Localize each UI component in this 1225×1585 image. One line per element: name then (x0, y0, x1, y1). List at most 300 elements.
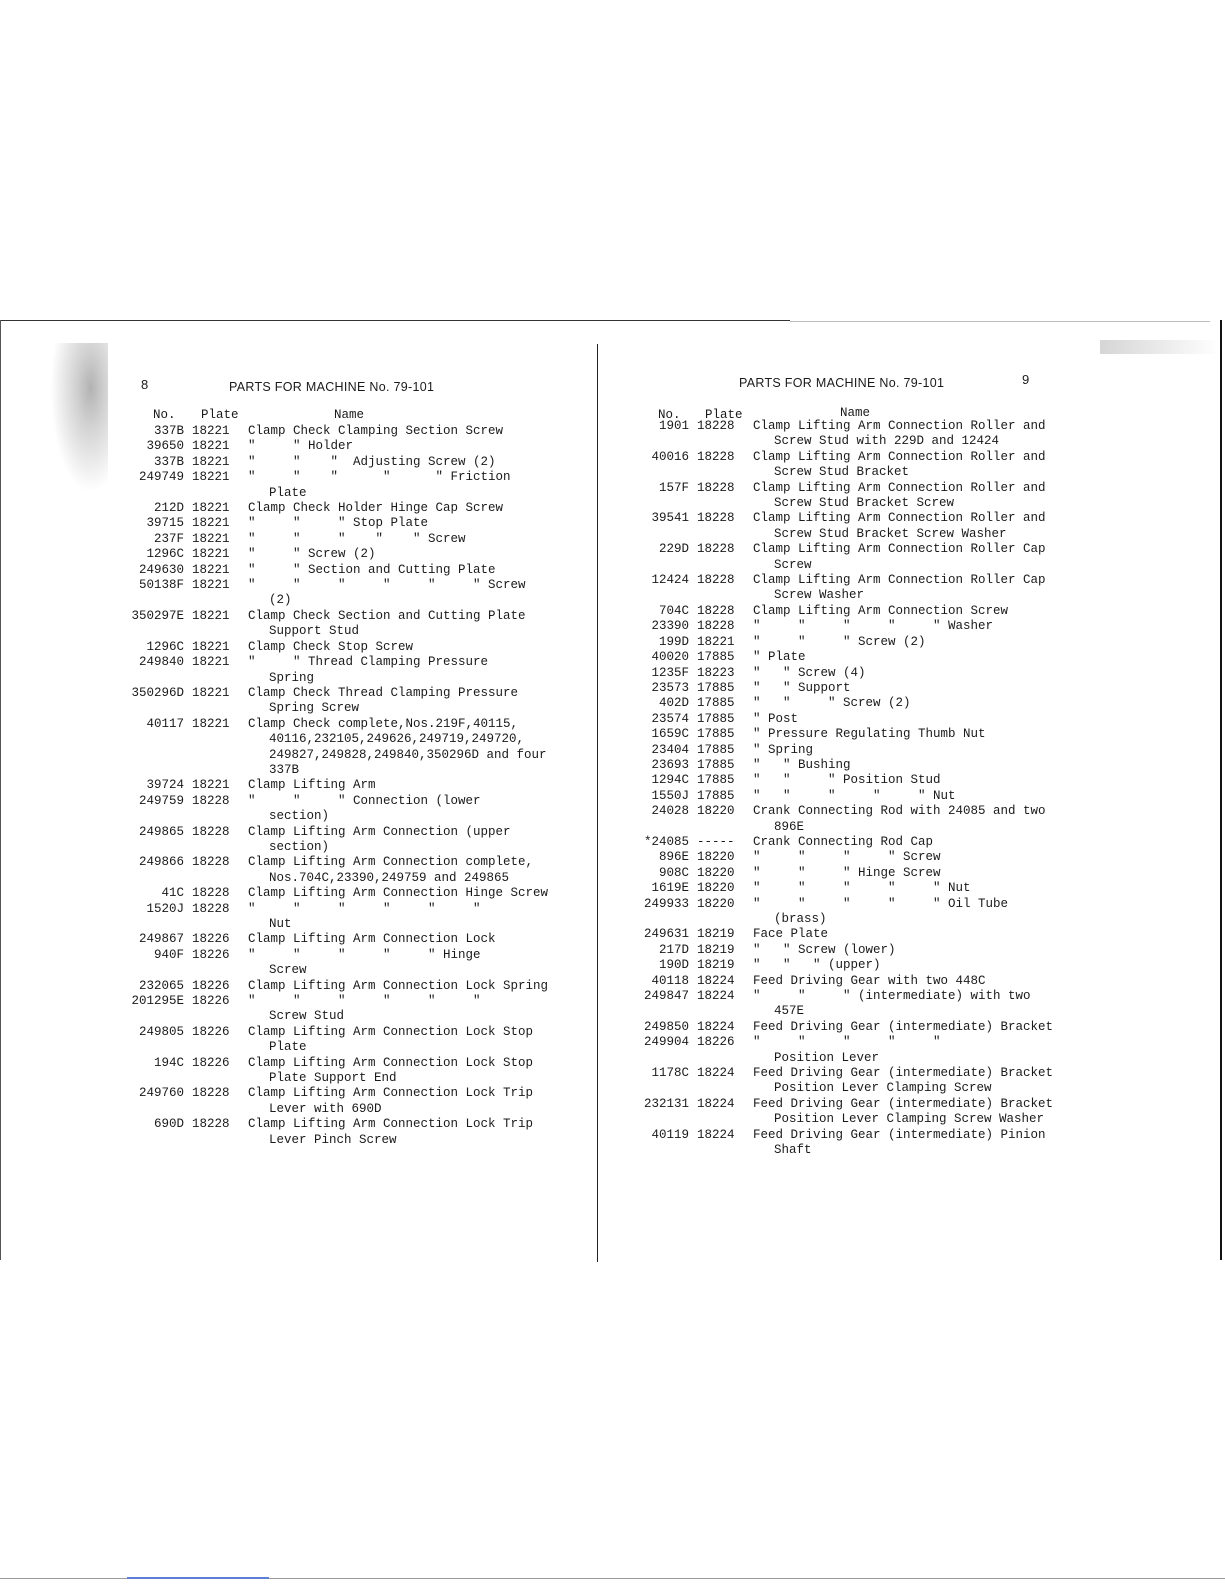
part-name (753, 511, 1046, 542)
part-row (633, 635, 1053, 650)
part-name (753, 881, 971, 896)
part-row (633, 481, 1053, 512)
right-page-title: PARTS FOR MACHINE No. 79-101 (739, 376, 945, 390)
part-name-line: Clamp Check Section and Cutting Plate (248, 608, 526, 623)
part-number: 1296C (146, 547, 184, 562)
part-name (248, 578, 526, 609)
part-name-continuation: Screw Stud Bracket Screw (774, 496, 955, 511)
plate-number: 18219 (697, 942, 735, 957)
part-name (753, 635, 926, 650)
part-name (248, 640, 413, 655)
part-name (753, 573, 1046, 604)
part-row (128, 547, 548, 562)
part-row (633, 927, 1053, 942)
part-name-line: " " Section and Cutting Plate (248, 562, 496, 577)
part-row (128, 470, 548, 501)
part-name-line: Face Plate (753, 927, 829, 942)
part-name-line: " " " Adjusting Screw (2) (248, 454, 496, 469)
part-name-line: Clamp Lifting Arm Connection Roller and (753, 449, 1046, 464)
part-name-line: " " " " " Friction (248, 470, 511, 485)
part-name-line: " " " " " (753, 1035, 941, 1050)
part-name-line: Clamp Check complete,Nos.219F,40115, (248, 716, 519, 731)
plate-number: 18221 (192, 716, 230, 731)
scan-smudge (50, 343, 108, 493)
part-row (128, 825, 548, 856)
part-name-line: Clamp Check Thread Clamping Pressure (248, 685, 519, 700)
plate-number: 17885 (697, 788, 735, 803)
part-name (753, 789, 956, 804)
part-name-line: Clamp Check Holder Hinge Cap Screw (248, 501, 504, 516)
part-name-continuation: Position Lever Clamping Screw (774, 1081, 992, 1096)
left-page-title: PARTS FOR MACHINE No. 79-101 (229, 380, 435, 394)
part-row (633, 1020, 1053, 1035)
part-name-line: Feed Driving Gear (intermediate) Bracket (753, 1066, 1054, 1081)
scan-smudge-right (1100, 340, 1220, 354)
part-name (753, 943, 896, 958)
part-name-line: Clamp Lifting Arm Connection Screw (753, 603, 1009, 618)
part-name-line: Clamp Check Stop Screw (248, 639, 414, 654)
part-name (753, 958, 881, 973)
part-name (248, 563, 496, 578)
plate-number: 18224 (697, 989, 735, 1004)
part-number: 940F (153, 947, 184, 962)
part-number: 199D (658, 634, 689, 649)
part-name-line: " " " " " Screw (248, 531, 466, 546)
part-name-continuation: Screw Stud Bracket Screw Washer (774, 526, 1007, 541)
part-name (248, 994, 481, 1025)
part-name-continuation: Screw Stud Bracket (774, 465, 910, 480)
part-name-line: Clamp Lifting Arm Connection Lock Stop (248, 1024, 534, 1039)
plate-number: 18228 (697, 419, 735, 433)
part-name-continuation: Screw (269, 963, 307, 978)
part-name (753, 727, 986, 742)
part-name (753, 619, 993, 634)
part-row (128, 948, 548, 979)
page-edge-right (1220, 320, 1222, 1260)
part-row (633, 419, 1053, 450)
part-name-continuation: Position Lever Clamping Screw Washer (774, 1112, 1045, 1127)
part-name-continuation: Screw Stud (269, 1009, 345, 1024)
part-number: *24085 (643, 834, 689, 849)
plate-number: 18224 (697, 973, 735, 988)
plate-number: 18226 (192, 994, 230, 1009)
part-number: 194C (153, 1055, 184, 1070)
part-row (633, 743, 1053, 758)
part-name-line: Clamp Lifting Arm Connection Roller Cap (753, 542, 1046, 557)
scan-edge-top (0, 320, 790, 321)
part-name-line: Feed Driving Gear (intermediate) Pinion (753, 1127, 1046, 1142)
part-name (248, 686, 518, 717)
part-name (248, 609, 526, 640)
part-name-line: " " " (upper) (753, 958, 881, 973)
part-number: 23390 (651, 619, 689, 634)
plate-number: 18228 (697, 511, 735, 526)
part-number: 249749 (138, 470, 184, 485)
plate-number: 18223 (697, 665, 735, 680)
part-number: 249760 (138, 1086, 184, 1101)
left-header-no: No. (153, 408, 176, 422)
right-header-plate: Plate (705, 408, 743, 422)
part-name-line: Clamp Lifting Arm Connection complete, (248, 855, 534, 870)
part-number: 402D (658, 696, 689, 711)
part-number: 50138F (138, 578, 184, 593)
part-name (753, 712, 798, 727)
part-name (248, 794, 481, 825)
part-number: 249866 (138, 855, 184, 870)
part-row (128, 979, 548, 994)
part-name (248, 455, 496, 470)
part-name (248, 902, 481, 933)
part-row (128, 778, 548, 793)
part-name-line: " " " " " " (248, 901, 481, 916)
part-row (633, 681, 1053, 696)
part-number: 232065 (138, 978, 184, 993)
part-name (248, 717, 547, 779)
part-number: 40016 (651, 449, 689, 464)
part-name-line: Clamp Lifting Arm (248, 778, 376, 793)
part-number: 40119 (651, 1127, 689, 1142)
plate-number: 18228 (697, 573, 735, 588)
part-number: 1659C (651, 727, 689, 742)
part-row (128, 609, 548, 640)
part-name (753, 866, 941, 881)
part-name (248, 1086, 533, 1117)
part-name (753, 696, 911, 711)
part-row (633, 804, 1053, 835)
part-name-line: " " " " " " (248, 994, 481, 1009)
plate-number: 18220 (697, 896, 735, 911)
part-name-continuation: Position Lever (774, 1050, 880, 1065)
part-row (128, 686, 548, 717)
part-row (633, 727, 1053, 742)
part-row (633, 666, 1053, 681)
part-name-continuation: (2) (269, 593, 292, 608)
part-row (128, 1056, 548, 1087)
part-name (248, 501, 503, 516)
right-header-name: Name (840, 406, 871, 420)
plate-number: 18221 (192, 531, 230, 546)
part-name (753, 1020, 1053, 1035)
plate-number: 18226 (192, 1055, 230, 1070)
part-name (248, 1117, 533, 1148)
part-name-line: " Post (753, 711, 799, 726)
part-number: 201295E (131, 994, 184, 1009)
plate-number: 18221 (192, 562, 230, 577)
plate-number: 17885 (697, 680, 735, 695)
part-number: 350296D (131, 685, 184, 700)
part-name-line: Clamp Lifting Arm Connection (upper (248, 824, 511, 839)
part-name (248, 855, 533, 886)
left-header-name: Name (334, 408, 365, 422)
part-name-continuation: Screw Stud with 229D and 12424 (774, 434, 1000, 449)
part-name-line: " Spring (753, 742, 814, 757)
part-name-continuation: 40116,232105,249626,249719,249720, (269, 732, 525, 747)
plate-number: 18221 (192, 516, 230, 531)
plate-number: 18226 (192, 947, 230, 962)
part-name (248, 516, 428, 531)
plate-number: 18221 (697, 634, 735, 649)
part-name (248, 825, 511, 856)
scan-edge-top-faint (790, 321, 1210, 322)
part-name (753, 681, 851, 696)
part-row (128, 640, 548, 655)
plate-number: 18220 (697, 850, 735, 865)
plate-number: 18228 (697, 619, 735, 634)
part-number: 39541 (651, 511, 689, 526)
part-name (248, 655, 488, 686)
part-row (633, 604, 1053, 619)
part-number: 1550J (651, 788, 689, 803)
part-number: 229D (658, 542, 689, 557)
part-number: 249759 (138, 793, 184, 808)
plate-number: 17885 (697, 696, 735, 711)
plate-number: 18221 (192, 439, 230, 454)
part-row (128, 994, 548, 1025)
part-name-continuation: 249827,249828,249840,350296D and four (269, 747, 547, 762)
part-name-line: " " " " Screw (753, 850, 941, 865)
part-name (248, 948, 481, 979)
plate-number: 18228 (192, 793, 230, 808)
part-name-line: Feed Driving Gear (intermediate) Bracket (753, 1096, 1054, 1111)
plate-number: 18226 (697, 1035, 735, 1050)
part-number: 249630 (138, 562, 184, 577)
part-number: 12424 (651, 573, 689, 588)
part-number: 40118 (651, 973, 689, 988)
part-name-line: " " Holder (248, 439, 354, 454)
part-row (633, 712, 1053, 727)
part-number: 896E (658, 850, 689, 865)
part-row (633, 1066, 1053, 1097)
part-name-continuation: Plate Support End (269, 1071, 397, 1086)
part-name-line: " " " " " Nut (753, 881, 971, 896)
part-name-line: " " " " " " Screw (248, 578, 526, 593)
part-name-line: Clamp Lifting Arm Connection Lock Trip (248, 1117, 534, 1132)
left-page-number: 8 (141, 377, 149, 392)
part-number: 232131 (643, 1096, 689, 1111)
plate-number: 18226 (192, 978, 230, 993)
part-number: 249631 (643, 927, 689, 942)
part-name-line: Clamp Check Clamping Section Screw (248, 424, 504, 438)
part-row (128, 578, 548, 609)
right-page-number: 9 (1022, 372, 1030, 387)
part-name-line: Clamp Lifting Arm Connection Lock Spring (248, 978, 549, 993)
plate-number: 17885 (697, 727, 735, 742)
plate-number: 18228 (192, 1117, 230, 1132)
part-name-line: Clamp Lifting Arm Connection Roller Cap (753, 573, 1046, 588)
part-number: 350297E (131, 608, 184, 623)
part-number: 23404 (651, 742, 689, 757)
part-name-continuation: Plate (269, 485, 307, 500)
part-name (753, 773, 941, 788)
part-row (633, 974, 1053, 989)
part-name (753, 604, 1008, 619)
plate-number: 18224 (697, 1127, 735, 1142)
part-number: 337B (153, 454, 184, 469)
part-name-line: Feed Driving Gear (intermediate) Bracket (753, 1019, 1054, 1034)
part-name-continuation: section) (269, 839, 330, 854)
part-number: 40020 (651, 650, 689, 665)
plate-number: 17885 (697, 650, 735, 665)
part-number: 212D (153, 501, 184, 516)
left-header-plate: Plate (201, 408, 239, 422)
part-name-continuation: Spring (269, 670, 315, 685)
part-number: 249805 (138, 1024, 184, 1039)
plate-number: 18221 (192, 639, 230, 654)
part-name (248, 778, 376, 793)
part-number: 704C (658, 603, 689, 618)
part-row (128, 902, 548, 933)
plate-number: 18221 (192, 685, 230, 700)
part-name-line: Clamp Lifting Arm Connection Roller and (753, 511, 1046, 526)
part-row (633, 866, 1053, 881)
plate-number: 18220 (697, 881, 735, 896)
part-row (128, 501, 548, 516)
part-name-line: Clamp Lifting Arm Connection Roller and (753, 480, 1046, 495)
part-row (128, 794, 548, 825)
part-name (248, 547, 376, 562)
part-name-continuation: Screw (774, 557, 812, 572)
part-name-line: Clamp Lifting Arm Connection Lock Stop (248, 1055, 534, 1070)
part-name (248, 1056, 533, 1087)
part-number: 1178C (651, 1066, 689, 1081)
part-number: 249904 (643, 1035, 689, 1050)
part-name-continuation: Nos.704C,23390,249759 and 249865 (269, 870, 510, 885)
plate-number: ----- (697, 834, 735, 849)
part-number: 40117 (146, 716, 184, 731)
part-row (633, 542, 1053, 573)
part-row (633, 1097, 1053, 1128)
plate-number: 18228 (697, 480, 735, 495)
plate-number: 18221 (192, 470, 230, 485)
part-number: 237F (153, 531, 184, 546)
part-row (633, 511, 1053, 542)
plate-number: 17885 (697, 757, 735, 772)
part-number: 23573 (651, 680, 689, 695)
part-name-line: Clamp Lifting Arm Connection Lock Trip (248, 1086, 534, 1101)
page-edge-left (0, 320, 1, 1260)
part-name (753, 650, 806, 665)
part-number: 249867 (138, 932, 184, 947)
part-name (753, 850, 941, 865)
part-row (128, 1025, 548, 1056)
part-row (128, 563, 548, 578)
part-name-continuation: Shaft (774, 1143, 812, 1158)
plate-number: 18219 (697, 927, 735, 942)
plate-number: 18221 (192, 578, 230, 593)
part-name (753, 542, 1046, 573)
part-name (753, 1097, 1053, 1128)
part-name-continuation: Spring Screw (269, 701, 360, 716)
part-row (633, 696, 1053, 711)
part-row (633, 619, 1053, 634)
part-row (633, 958, 1053, 973)
part-number: 249850 (643, 1019, 689, 1034)
part-number: 690D (153, 1117, 184, 1132)
part-name (248, 439, 353, 454)
plate-number: 18228 (192, 824, 230, 839)
plate-number: 18224 (697, 1096, 735, 1111)
part-name (753, 835, 933, 850)
part-number: 217D (658, 942, 689, 957)
part-name (753, 481, 1046, 512)
part-number: 249865 (138, 824, 184, 839)
part-number: 23574 (651, 711, 689, 726)
plate-number: 18226 (192, 932, 230, 947)
part-name-line: Crank Connecting Rod Cap (753, 834, 934, 849)
part-number: 1294C (651, 773, 689, 788)
part-name-line: Clamp Lifting Arm Connection Lock (248, 932, 496, 947)
part-name-line: Clamp Lifting Arm Connection Hinge Screw (248, 886, 549, 901)
part-name-line: " " " Position Stud (753, 773, 941, 788)
plate-number: 18219 (697, 958, 735, 973)
part-name-line: " " Screw (2) (248, 547, 376, 562)
part-name-line: " " Screw (4) (753, 665, 866, 680)
part-name-continuation: Plate (269, 1040, 307, 1055)
part-name-continuation: Screw Washer (774, 588, 865, 603)
plate-number: 17885 (697, 773, 735, 788)
part-row (128, 886, 548, 901)
right-header-no: No. (658, 408, 681, 422)
part-name (753, 897, 1008, 928)
part-name-line: Crank Connecting Rod with 24085 and two (753, 804, 1046, 819)
part-row (633, 989, 1053, 1020)
part-name (753, 419, 1046, 450)
part-row (128, 655, 548, 686)
plate-number: 18228 (192, 1086, 230, 1101)
part-name (248, 470, 511, 501)
plate-number: 17885 (697, 742, 735, 757)
part-row (128, 717, 548, 779)
part-name (753, 927, 828, 942)
part-name-continuation: Lever with 690D (269, 1101, 382, 1116)
part-row (128, 424, 548, 439)
part-number: 39724 (146, 778, 184, 793)
part-name-continuation: Nut (269, 917, 292, 931)
part-name-line: Feed Driving Gear with two 448C (753, 973, 986, 988)
part-name-line: " " " Connection (lower (248, 793, 481, 808)
part-name (753, 804, 1046, 835)
part-row (633, 650, 1053, 665)
part-name (248, 932, 496, 947)
plate-number: 18221 (192, 778, 230, 793)
part-row (633, 943, 1053, 958)
plate-number: 18228 (697, 449, 735, 464)
plate-number: 18221 (192, 547, 230, 562)
part-name-line: " " Bushing (753, 757, 851, 772)
plate-number: 18221 (192, 454, 230, 469)
part-name-line: " " " " " Hinge (248, 947, 481, 962)
part-name-continuation: 896E (774, 819, 805, 834)
part-number: 39715 (146, 516, 184, 531)
part-name-continuation: 457E (774, 1004, 805, 1019)
part-name (248, 886, 548, 901)
plate-number: 18221 (192, 608, 230, 623)
part-name (248, 424, 503, 439)
part-row (633, 897, 1053, 928)
part-name-line: " " Support (753, 680, 851, 695)
viewer-scroll-indicator[interactable] (127, 1577, 269, 1579)
part-row (128, 516, 548, 531)
part-number: 908C (658, 865, 689, 880)
part-row (128, 532, 548, 547)
part-name-continuation: (brass) (774, 912, 827, 926)
part-number: 249933 (643, 896, 689, 911)
part-number: 23693 (651, 757, 689, 772)
part-row (633, 881, 1053, 896)
part-name-continuation: Lever Pinch Screw (269, 1132, 397, 1147)
part-number: 1296C (146, 639, 184, 654)
plate-number: 18221 (192, 655, 230, 670)
